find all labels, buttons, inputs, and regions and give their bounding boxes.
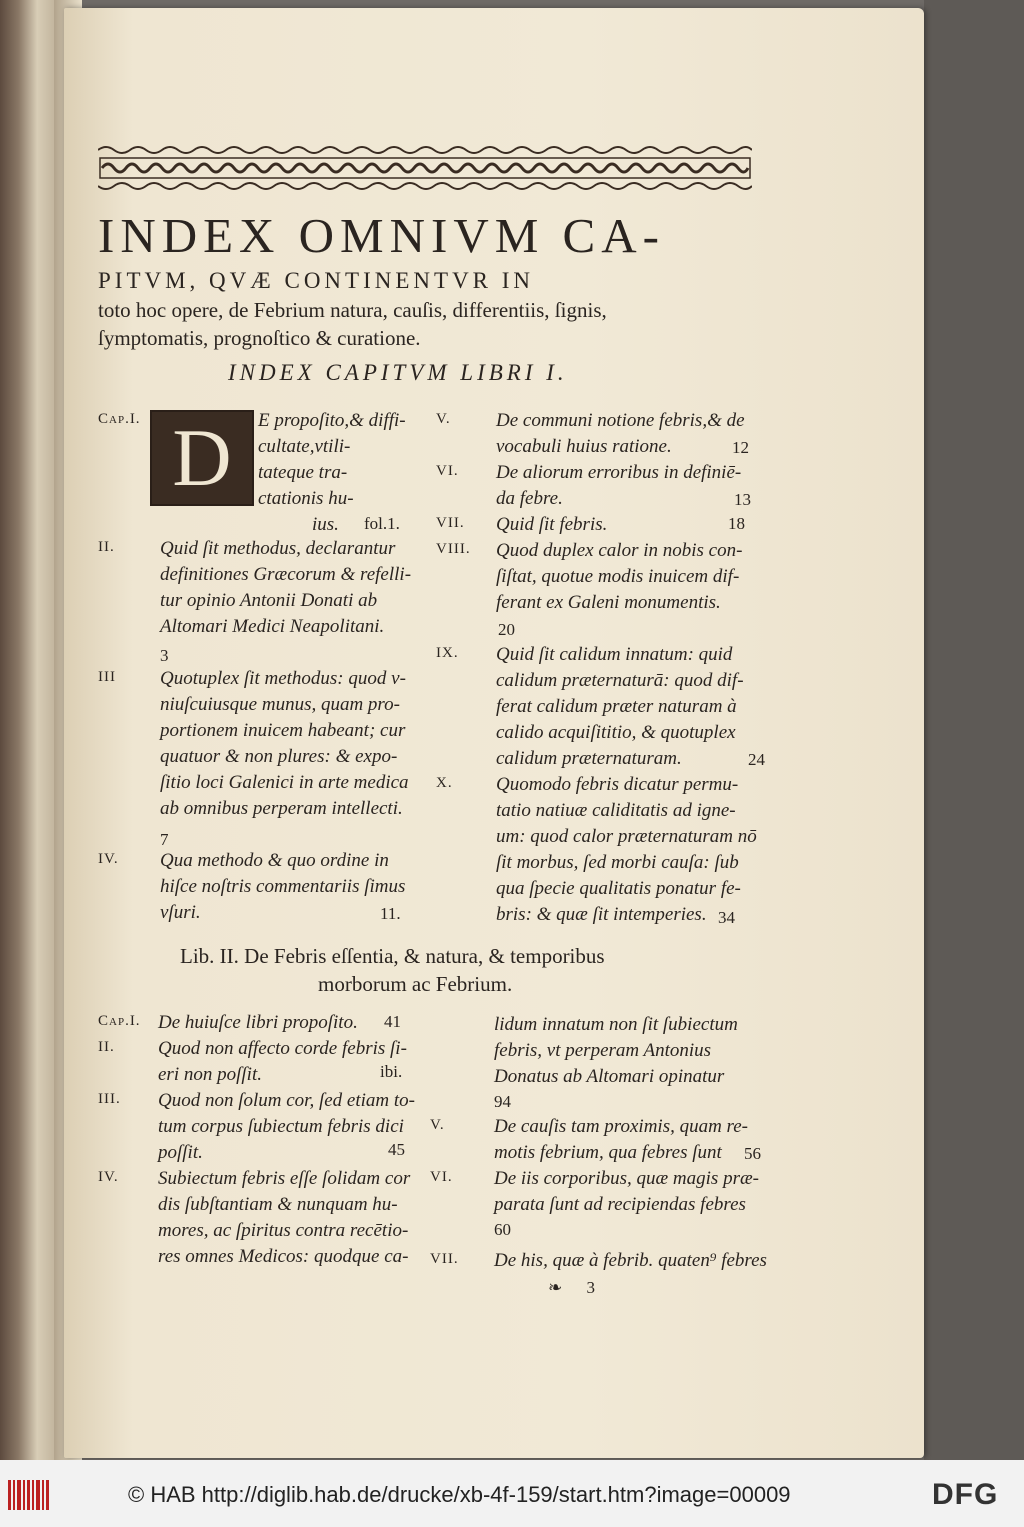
chapter-number: VII. xyxy=(430,1251,459,1267)
chapter-title xyxy=(158,1088,415,1166)
chapter-number: Cap.I. xyxy=(98,411,141,427)
chapter-title xyxy=(158,1036,407,1088)
chapter-number: III xyxy=(98,669,116,685)
book-2-heading-line-1: Lib. II. De Febris eſſentia, & natura, & temporibus xyxy=(180,944,605,968)
chapter-title-line: lidum innatum non ſit ſubiectum xyxy=(494,1014,738,1035)
chapter-title-line: tatio natiuæ caliditatis ad igne- xyxy=(496,800,736,821)
chapter-title-line: De iis corporibus, quæ magis præ- xyxy=(494,1168,759,1189)
page-reference: 56 xyxy=(744,1144,761,1163)
index-title-line-1: INDEX OMNIVM CA- xyxy=(98,208,665,263)
chapter-title xyxy=(496,642,744,772)
page-reference: fol.1. xyxy=(364,514,400,533)
chapter-title xyxy=(494,1012,738,1090)
barcode-icon xyxy=(8,1480,52,1510)
page-reference: 60 xyxy=(494,1220,511,1239)
page-reference: 24 xyxy=(748,750,765,769)
decorated-initial-d: D xyxy=(150,410,254,506)
chapter-title xyxy=(496,460,741,512)
index-title-line-3: toto hoc opere, de Febrium natura, cauſis, differentiis, ſignis, xyxy=(98,298,607,322)
page-reference: 45 xyxy=(388,1140,405,1159)
chapter-title-line: bris: & quæ ſit intemperies. xyxy=(496,904,707,925)
chapter-title-line: hiſce noſtris commentariis ſimus xyxy=(160,876,406,897)
chapter-title-line: E propoſito,& diffi- xyxy=(258,410,406,431)
page-reference: 12 xyxy=(732,438,749,457)
book-2-heading-line-2: morborum ac Febrium. xyxy=(318,972,513,996)
page-reference: 7 xyxy=(160,830,169,849)
chapter-title-line: Quotuplex ſit methodus: quod v- xyxy=(160,668,406,689)
footer-bar xyxy=(0,1460,1024,1527)
chapter-title-line: res omnes Medicos: quodque ca- xyxy=(158,1246,409,1267)
chapter-title-line: tur opinio Antonii Donati ab xyxy=(160,590,378,611)
chapter-title-line: calidum præternaturam. xyxy=(496,748,682,769)
chapter-title-line: vſuri. xyxy=(160,902,201,923)
chapter-title-line: calido acquiſititio, & quotuplex xyxy=(496,722,736,743)
chapter-title-line: Altomari Medici Neapolitani. xyxy=(160,616,385,637)
chapter-title-line: definitiones Græcorum & refelli- xyxy=(160,564,412,585)
chapter-title-line: niuſcuiusque munus, quam pro- xyxy=(160,694,400,715)
chapter-number: V. xyxy=(430,1117,445,1133)
chapter-title-line: Quid ſit methodus, declarantur xyxy=(160,538,396,559)
decorative-border-ornament xyxy=(98,144,752,192)
chapter-title-line: Qua methodo & quo ordine in xyxy=(160,850,389,871)
chapter-title-line: Quod duplex calor in nobis con- xyxy=(496,540,743,561)
page-reference: 94 xyxy=(494,1092,511,1111)
chapter-title-line: tum corpus ſubiectum febris dici xyxy=(158,1116,404,1137)
chapter-title xyxy=(160,848,405,926)
page-reference: 3 xyxy=(160,646,169,665)
chapter-title-line: quatuor & non plures: & expo- xyxy=(160,746,398,767)
page-reference: 11. xyxy=(380,904,401,923)
chapter-title-line: De communi notione febris,& de xyxy=(496,410,745,431)
chapter-title-line: Quomodo febris dicatur permu- xyxy=(496,774,739,795)
fleuron-icon: ❧ xyxy=(548,1278,563,1297)
chapter-title xyxy=(258,408,406,512)
chapter-title-line: dis ſubſtantiam & nunquam hu- xyxy=(158,1194,398,1215)
index-title-line-2: PITVM, QVÆ CONTINENTVR IN xyxy=(98,268,535,293)
page-reference: 20 xyxy=(498,620,515,639)
chapter-title-line: poſſit. xyxy=(158,1142,203,1163)
book-1-subheading: INDEX CAPITVM LIBRI I. xyxy=(228,360,568,385)
chapter-title xyxy=(496,408,745,460)
chapter-title-line: motis febrium, qua febres ſunt xyxy=(494,1142,722,1163)
chapter-title-line: qua ſpecie qualitatis ponatur fe- xyxy=(496,878,741,899)
chapter-number: III. xyxy=(98,1091,121,1107)
chapter-title-line: Subiectum febris eſſe ſolidam cor xyxy=(158,1168,411,1189)
chapter-title-line: parata ſunt ad recipiendas febres xyxy=(494,1194,746,1215)
chapter-title xyxy=(160,666,409,822)
background-right xyxy=(924,0,1024,1460)
chapter-title-line: portionem inuicem habeant; cur xyxy=(160,720,406,741)
chapter-number: II. xyxy=(98,1039,115,1055)
chapter-number: V. xyxy=(436,411,451,427)
page-reference: 41 xyxy=(384,1012,401,1031)
chapter-number: IX. xyxy=(436,645,459,661)
chapter-title-line: De cauſis tam proximis, quam re- xyxy=(494,1116,749,1137)
chapter-number: VIII. xyxy=(436,541,471,557)
chapter-number: VI. xyxy=(430,1169,453,1185)
chapter-number: VII. xyxy=(436,515,465,531)
chapter-title xyxy=(496,512,607,538)
chapter-title-line: tateque tra- xyxy=(258,462,348,483)
chapter-title-line: Quid ſit febris. xyxy=(496,514,608,535)
chapter-number: VI. xyxy=(436,463,459,479)
page-reference: ibi. xyxy=(380,1062,403,1081)
chapter-title-line: calidum præternaturā: quod dif- xyxy=(496,670,744,691)
chapter-title-line: De aliorum erroribus in definiē- xyxy=(496,462,742,483)
chapter-number: IV. xyxy=(98,851,119,867)
chapter-title xyxy=(496,772,757,928)
copyright-url[interactable]: © HAB http://diglib.hab.de/drucke/xb-4f-159/start.htm?image=00009 xyxy=(128,1482,791,1507)
chapter-title xyxy=(496,538,742,616)
chapter-title-line: da febre. xyxy=(496,488,563,509)
chapter-title-line: ferat calidum præter naturam à xyxy=(496,696,737,717)
chapter-title-line: ſitio loci Galenici in arte medica xyxy=(160,772,409,793)
page-reference: 18 xyxy=(728,514,745,533)
chapter-title xyxy=(160,536,411,640)
chapter-title-tail: ius. xyxy=(312,514,339,535)
chapter-title xyxy=(494,1166,759,1218)
chapter-title-line: ſit morbus, ſed morbi cauſa: ſub xyxy=(496,852,739,873)
chapter-title-line: ab omnibus perperam intellecti. xyxy=(160,798,403,819)
chapter-title-line: ferant ex Galeni monumentis. xyxy=(496,592,721,613)
chapter-title xyxy=(494,1114,748,1166)
chapter-number: Cap.I. xyxy=(98,1013,141,1029)
chapter-title-line: De huiuſce libri propoſito. xyxy=(158,1012,358,1033)
chapter-title xyxy=(494,1248,767,1274)
chapter-title-line: um: quod calor præternaturam nō xyxy=(496,826,757,847)
chapter-number: X. xyxy=(436,775,453,791)
index-title-line-4: ſymptomatis, prognoſtico & curatione. xyxy=(98,326,421,350)
chapter-title-line: Quid ſit calidum innatum: quid xyxy=(496,644,733,665)
chapter-title xyxy=(158,1010,358,1036)
chapter-title-line: mores, ac ſpiritus contra recētio- xyxy=(158,1220,409,1241)
chapter-number: II. xyxy=(98,539,115,555)
chapter-title-line: ctationis hu- xyxy=(258,488,354,509)
chapter-title-line: Quod non affecto corde febris ſi- xyxy=(158,1038,407,1059)
chapter-title-line: Donatus ab Altomari opinatur xyxy=(494,1066,725,1087)
page-reference: 34 xyxy=(718,908,735,927)
signature-mark: ❧ 3 xyxy=(548,1278,595,1297)
chapter-title-line: cultate,vtili- xyxy=(258,436,351,457)
chapter-title-line: ſiſtat, quotue modis inuicem dif- xyxy=(496,566,740,587)
chapter-title xyxy=(158,1166,410,1270)
chapter-title-line: Quod non ſolum cor, ſed etiam to- xyxy=(158,1090,416,1111)
dfg-logo: DFG xyxy=(932,1478,999,1511)
chapter-title-line: vocabuli huius ratione. xyxy=(496,436,672,457)
adjacent-page-edge xyxy=(0,0,62,1460)
page-reference: 13 xyxy=(734,490,751,509)
chapter-title-line: febris, vt perperam Antonius xyxy=(494,1040,712,1061)
chapter-title-line: eri non poſſit. xyxy=(158,1064,262,1085)
chapter-number: IV. xyxy=(98,1169,119,1185)
chapter-title-line: De his, quæ à febrib. quaten⁹ febres xyxy=(494,1250,767,1271)
